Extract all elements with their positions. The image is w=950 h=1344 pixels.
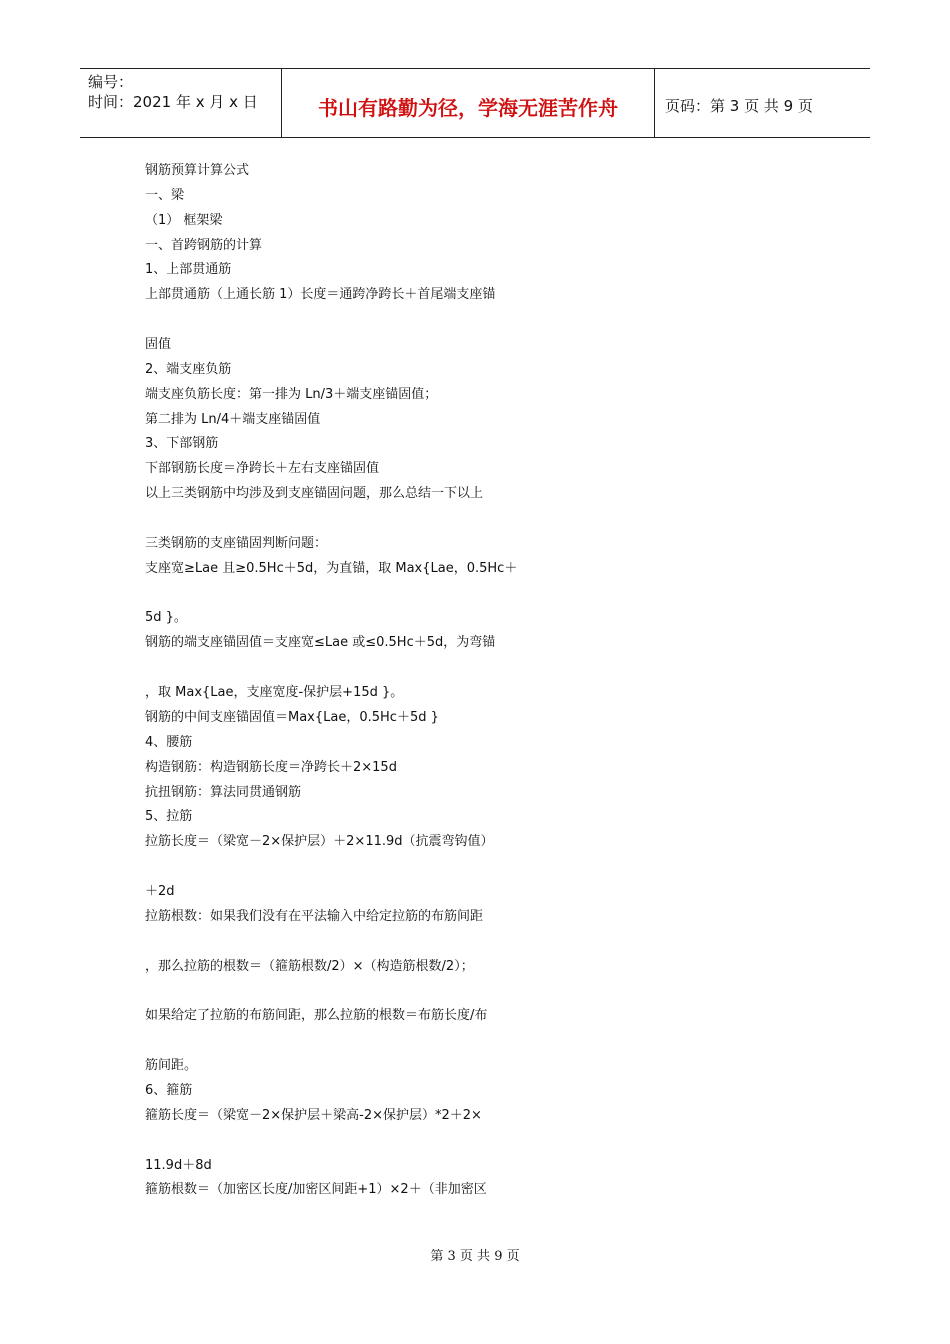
text-line: 拉筋长度＝（梁宽－2×保护层）＋2×11.9d（抗震弯钩值）: [145, 834, 494, 849]
section-heading: 一、梁: [145, 188, 185, 203]
text-line: 钢筋的端支座锚固值＝支座宽≤Lae 或≤0.5Hc＋5d，为弯锚: [145, 635, 496, 650]
text-line: ，取 Max{Lae，支座宽度-保护层+15d }。: [145, 685, 404, 700]
text-line: 如果给定了拉筋的布筋间距，那么拉筋的根数＝布筋长度/布: [145, 1008, 488, 1023]
text-line: 5d }。: [145, 610, 187, 625]
text-line: 以上三类钢筋中均涉及到支座锚固问题，那么总结一下以上: [145, 486, 484, 501]
text-line: 第二排为 Ln/4＋端支座锚固值: [145, 412, 321, 427]
text-line: 拉筋根数：如果我们没有在平法输入中给定拉筋的布筋间距: [145, 909, 484, 924]
motto-text: 书山有路勤为径，学海无涯苦作舟: [318, 95, 618, 120]
text-line: 钢筋的中间支座锚固值＝Max{Lae，0.5Hc＋5d }: [145, 710, 439, 725]
doc-title: 钢筋预算计算公式: [145, 163, 250, 178]
text-line: ＋2d: [145, 884, 175, 899]
page-info: 页码：第 3 页 共 9 页: [665, 96, 813, 115]
subsection-heading: （1） 框架梁: [145, 213, 223, 228]
text-line: 固值: [145, 337, 172, 352]
text-line: 构造钢筋：构造钢筋长度＝净跨长＋2×15d: [145, 760, 397, 775]
text-line: 端支座负筋长度：第一排为 Ln/3＋端支座锚固值；: [145, 387, 438, 402]
item-heading: 3、下部钢筋: [145, 436, 219, 451]
item-heading: 6、箍筋: [145, 1083, 193, 1098]
text-line: 箍筋长度＝（梁宽－2×保护层＋梁高-2×保护层）*2＋2×: [145, 1108, 482, 1123]
text-line: 抗扭钢筋：算法同贯通钢筋: [145, 785, 302, 800]
item-heading: 2、端支座负筋: [145, 362, 232, 377]
text-line: 11.9d＋8d: [145, 1158, 212, 1173]
page-header: [80, 68, 870, 138]
text-line: 下部钢筋长度＝净跨长＋左右支座锚固值: [145, 461, 380, 476]
text-line: 支座宽≥Lae 且≥0.5Hc＋5d，为直锚，取 Max{Lae，0.5Hc＋: [145, 561, 518, 576]
item-heading: 5、拉筋: [145, 809, 193, 824]
item-heading: 4、腰筋: [145, 735, 193, 750]
page-footer: 第 3 页 共 9 页: [430, 1249, 520, 1264]
text-line: 箍筋根数＝（加密区长度/加密区间距+1）×2＋（非加密区: [145, 1182, 487, 1197]
header-meta-cell: [80, 69, 282, 137]
subsection-heading: 一、首跨钢筋的计算: [145, 238, 263, 253]
text-line: 筋间距。: [145, 1058, 198, 1073]
header-page-cell: [655, 69, 870, 137]
text-line: 三类钢筋的支座锚固判断问题：: [145, 536, 328, 551]
item-heading: 1、上部贯通筋: [145, 262, 232, 277]
number-label: 编号：: [88, 73, 134, 91]
time-label: 时间：2021 年 x 月 x 日: [88, 93, 258, 111]
text-line: 上部贯通筋（上通长筋 1）长度＝通跨净跨长＋首尾端支座锚: [145, 287, 496, 302]
text-line: ，那么拉筋的根数＝（箍筋根数/2）×（构造筋根数/2）；: [145, 959, 474, 974]
header-motto-cell: [282, 69, 655, 137]
